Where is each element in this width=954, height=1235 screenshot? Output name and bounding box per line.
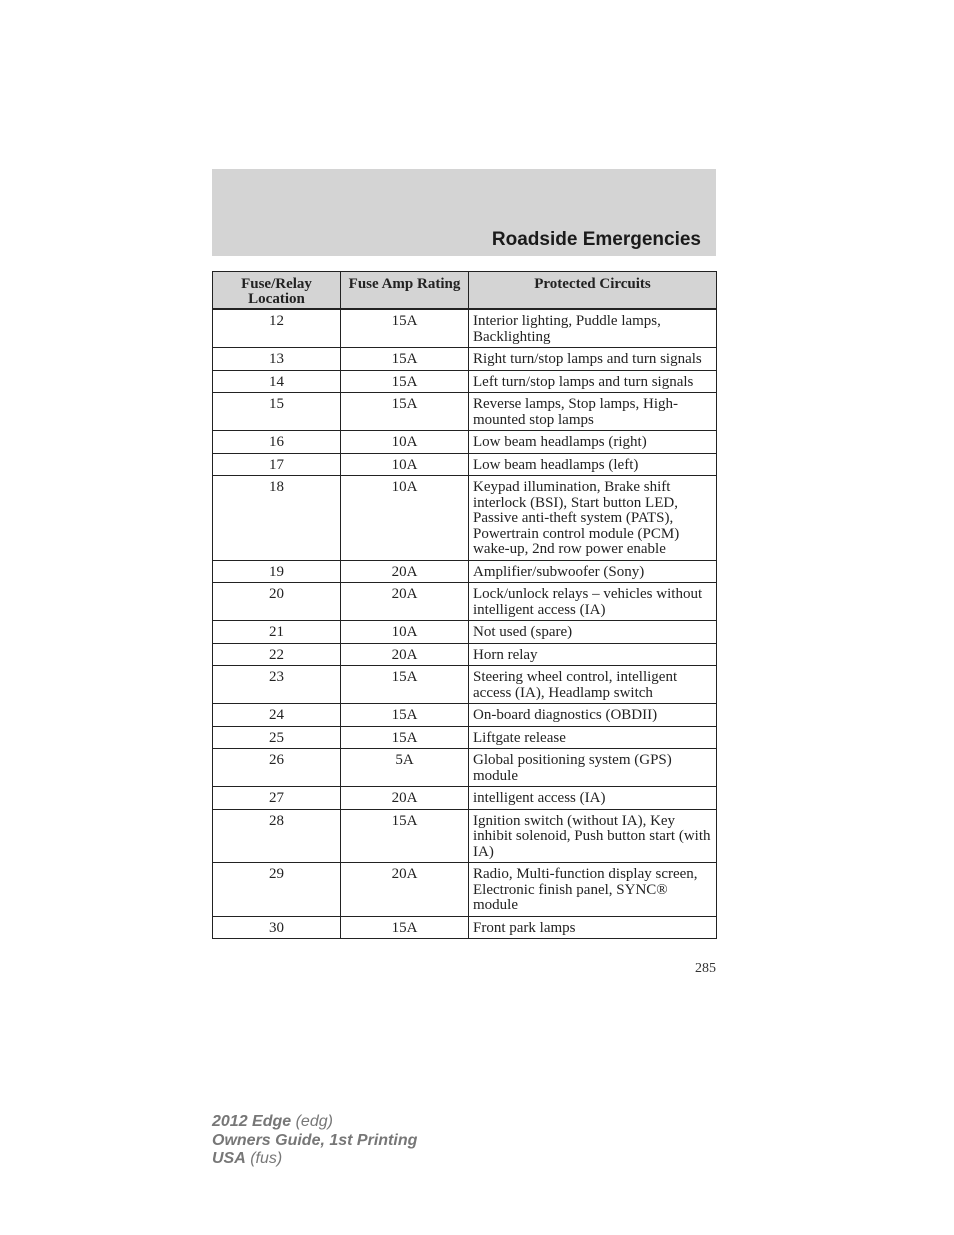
section-title: Roadside Emergencies <box>491 229 701 250</box>
fuse-location-cell: 14 <box>213 370 341 393</box>
fuse-location-cell: 26 <box>213 749 341 787</box>
table-row <box>213 666 717 704</box>
protected-circuits-cell: Left turn/stop lamps and turn signals <box>469 370 717 393</box>
table-row <box>213 431 717 454</box>
column-header-amp-rating: Fuse Amp Rating <box>341 272 469 310</box>
protected-circuits-cell: Ignition switch (without IA), Key inhibit solenoid, Push button start (with IA) <box>469 809 717 863</box>
table-row <box>213 621 717 644</box>
protected-circuits-cell: Global positioning system (GPS) module <box>469 749 717 787</box>
protected-circuits-cell: Right turn/stop lamps and turn signals <box>469 348 717 371</box>
protected-circuits-cell: Radio, Multi-function display screen, Electronic finish panel, SYNC® module <box>469 863 717 917</box>
fuse-location-cell: 13 <box>213 348 341 371</box>
protected-circuits-cell: On-board diagnostics (OBDII) <box>469 704 717 727</box>
fuse-location-cell: 20 <box>213 583 341 621</box>
footer-model-code: (edg) <box>291 1113 333 1130</box>
fuse-location-cell: 27 <box>213 787 341 810</box>
protected-circuits-cell: Low beam headlamps (right) <box>469 431 717 454</box>
protected-circuits-cell: Front park lamps <box>469 916 717 939</box>
fuse-location-cell: 16 <box>213 431 341 454</box>
table-row <box>213 309 717 348</box>
fuse-location-cell: 29 <box>213 863 341 917</box>
table-row <box>213 348 717 371</box>
protected-circuits-cell: Low beam headlamps (left) <box>469 453 717 476</box>
fuse-amp-cell: 15A <box>341 916 469 939</box>
table-row <box>213 476 717 561</box>
protected-circuits-cell: Steering wheel control, intelligent access (IA), Headlamp switch <box>469 666 717 704</box>
fuse-amp-cell: 15A <box>341 393 469 431</box>
footer-region: USA <box>212 1150 246 1167</box>
fuse-location-cell: 19 <box>213 560 341 583</box>
table-row <box>213 863 717 917</box>
protected-circuits-cell: Lock/unlock relays – vehicles without intelligent access (IA) <box>469 583 717 621</box>
table-body <box>213 309 717 939</box>
table-row <box>213 787 717 810</box>
fuse-amp-cell: 20A <box>341 787 469 810</box>
protected-circuits-cell: Reverse lamps, Stop lamps, High-mounted stop lamps <box>469 393 717 431</box>
footer-region-code: (fus) <box>245 1150 283 1167</box>
fuse-location-cell: 18 <box>213 476 341 561</box>
table-row <box>213 749 717 787</box>
table-row <box>213 643 717 666</box>
table-row <box>213 453 717 476</box>
fuse-location-cell: 12 <box>213 309 341 348</box>
protected-circuits-cell: Amplifier/subwoofer (Sony) <box>469 560 717 583</box>
fuse-amp-cell: 10A <box>341 453 469 476</box>
protected-circuits-cell: Keypad illumination, Brake shift interlock (BSI), Start button LED, Passive anti-theft system (PATS), Powertrain control module (PCM) wake-up, 2nd row power enable <box>469 476 717 561</box>
fuse-amp-cell: 15A <box>341 666 469 704</box>
fuse-table <box>212 271 717 939</box>
fuse-amp-cell: 20A <box>341 643 469 666</box>
fuse-amp-cell: 5A <box>341 749 469 787</box>
fuse-location-cell: 25 <box>213 726 341 749</box>
fuse-amp-cell: 10A <box>341 431 469 454</box>
fuse-location-cell: 17 <box>213 453 341 476</box>
footer-line-model <box>212 1113 417 1132</box>
table-row <box>213 809 717 863</box>
footer-line-region <box>212 1150 417 1169</box>
section-header-band <box>212 169 716 256</box>
fuse-amp-cell: 20A <box>341 560 469 583</box>
fuse-amp-cell: 15A <box>341 370 469 393</box>
fuse-amp-cell: 10A <box>341 476 469 561</box>
table-header-row <box>213 272 717 310</box>
fuse-location-cell: 30 <box>213 916 341 939</box>
fuse-amp-cell: 20A <box>341 583 469 621</box>
protected-circuits-cell: intelligent access (IA) <box>469 787 717 810</box>
table-row <box>213 393 717 431</box>
table-row <box>213 704 717 727</box>
table-row <box>213 560 717 583</box>
fuse-amp-cell: 10A <box>341 621 469 644</box>
table-row <box>213 726 717 749</box>
protected-circuits-cell: Interior lighting, Puddle lamps, Backlighting <box>469 309 717 348</box>
fuse-amp-cell: 15A <box>341 309 469 348</box>
fuse-amp-cell: 20A <box>341 863 469 917</box>
fuse-amp-cell: 15A <box>341 809 469 863</box>
fuse-location-cell: 23 <box>213 666 341 704</box>
table-row <box>213 370 717 393</box>
column-header-location: Fuse/Relay Location <box>213 272 341 310</box>
fuse-amp-cell: 15A <box>341 704 469 727</box>
fuse-location-cell: 22 <box>213 643 341 666</box>
fuse-amp-cell: 15A <box>341 348 469 371</box>
column-header-protected-circuits: Protected Circuits <box>469 272 717 310</box>
table-row <box>213 916 717 939</box>
protected-circuits-cell: Horn relay <box>469 643 717 666</box>
footer <box>212 1113 417 1169</box>
table-row <box>213 583 717 621</box>
footer-model: 2012 Edge <box>212 1113 292 1130</box>
footer-printing: Owners Guide, 1st Printing <box>212 1131 418 1149</box>
fuse-location-cell: 24 <box>213 704 341 727</box>
page-number: 285 <box>695 961 716 976</box>
fuse-location-cell: 28 <box>213 809 341 863</box>
fuse-location-cell: 15 <box>213 393 341 431</box>
fuse-amp-cell: 15A <box>341 726 469 749</box>
protected-circuits-cell: Liftgate release <box>469 726 717 749</box>
fuse-location-cell: 21 <box>213 621 341 644</box>
protected-circuits-cell: Not used (spare) <box>469 621 717 644</box>
